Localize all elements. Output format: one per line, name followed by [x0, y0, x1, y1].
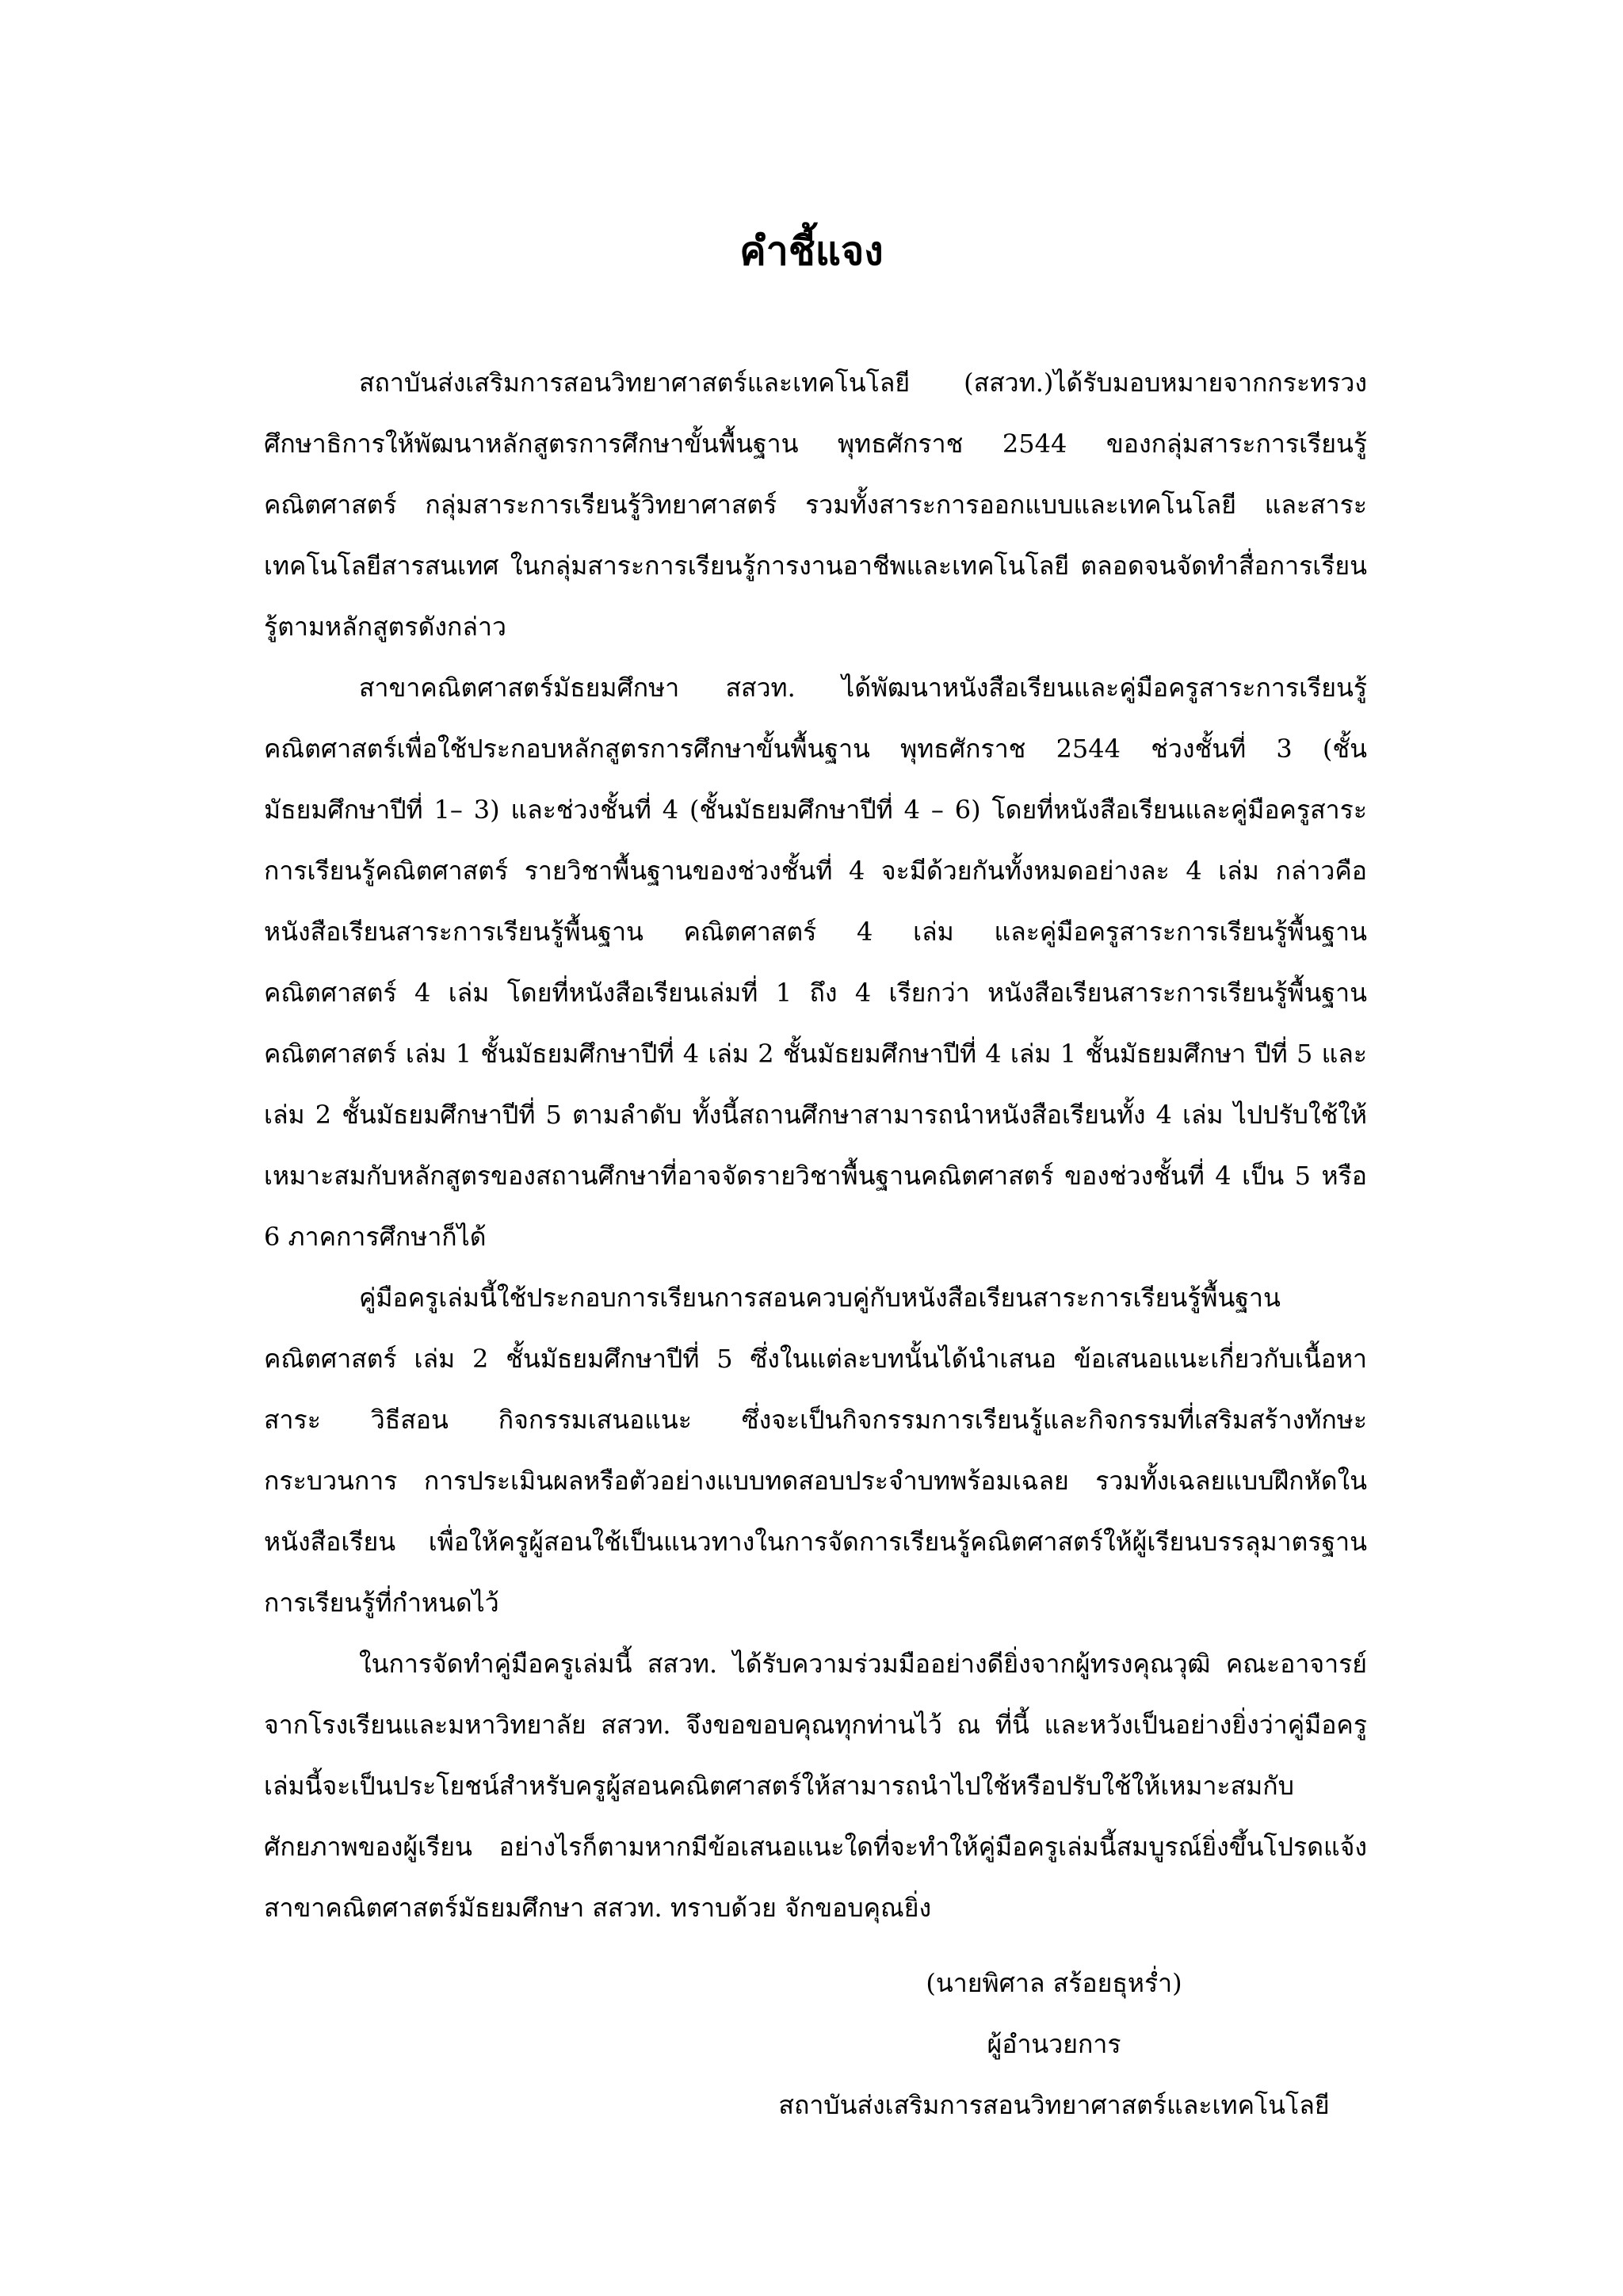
paragraph-3: คู่มือครูเล่มนี้ใช้ประกอบการเรียนการสอนควบคู่กับหนังสือเรียนสาระการเรียนรู้พื้นฐาน คณิตศาสตร์ เล่ม 2 ชั้นมัธยมศึกษาปีที่ 5 ซึ่งในแต่ละบทนั้นได้นำเสนอ ข้อเสนอแนะเกี่ยวกับเนื้อหาสาระ วิธีสอน กิจกรรมเสนอแนะ ซึ่งจะเป็นกิจกรรมการเรียนรู้และกิจกรรมที่เสริมสร้างทักษะกระบวนการ การประเมินผลหรือตัวอย่างแบบทดสอบประจำบทพร้อมเฉลย รวมทั้งเฉลยแบบฝึกหัดในหนังสือเรียน เพื่อให้ครูผู้สอนใช้เป็นแนวทางในการจัดการเรียนรู้คณิตศาสตร์ให้ผู้เรียนบรรลุมาตรฐานการเรียนรู้ที่กำหนดไว้: [264, 1283, 1367, 1618]
page-title: คำชี้แจง: [739, 227, 884, 274]
signature-position: ผู้อำนวยการ: [987, 2029, 1121, 2059]
paragraph-2: สาขาคณิตศาสตร์มัธยมศึกษา สสวท. ได้พัฒนาหนังสือเรียนและคู่มือครูสาระการเรียนรู้คณิตศาสตร์เพื่อใช้ประกอบหลักสูตรการศึกษาขั้นพื้นฐาน พุทธศักราช 2544 ช่วงชั้นที่ 3 (ชั้นมัธยมศึกษาปีที่ 1– 3) และช่วงชั้นที่ 4 (ชั้นมัธยมศึกษาปีที่ 4 – 6) โดยที่หนังสือเรียนและคู่มือครูสาระการเรียนรู้คณิตศาสตร์ รายวิชาพื้นฐานของช่วงชั้นที่ 4 จะมีด้วยกันทั้งหมดอย่างละ 4 เล่ม กล่าวคือ หนังสือเรียนสาระการเรียนรู้พื้นฐาน คณิตศาสตร์ 4 เล่ม และคู่มือครูสาระการเรียนรู้พื้นฐาน คณิตศาสตร์ 4 เล่ม โดยที่หนังสือเรียนเล่มที่ 1 ถึง 4 เรียกว่า หนังสือเรียนสาระการเรียนรู้พื้นฐาน คณิตศาสตร์ เล่ม 1 ชั้นมัธยมศึกษาปีที่ 4 เล่ม 2 ชั้นมัธยมศึกษาปีที่ 4 เล่ม 1 ชั้นมัธยมศึกษา ปีที่ 5 และเล่ม 2 ชั้นมัธยมศึกษาปีที่ 5 ตามลำดับ ทั้งนี้สถานศึกษาสามารถนำหนังสือเรียนทั้ง 4 เล่ม ไปปรับใช้ให้เหมาะสมกับหลักสูตรของสถานศึกษาที่อาจจัดรายวิชาพื้นฐานคณิตศาสตร์ ของช่วงชั้นที่ 4 เป็น 5 หรือ 6 ภาคการศึกษาก็ได้: [264, 673, 1367, 1252]
paragraph-1: สถาบันส่งเสริมการสอนวิทยาศาสตร์และเทคโนโลยี (สสวท.)ได้รับมอบหมายจากกระทรวงศึกษาธิการให้พัฒนาหลักสูตรการศึกษาขั้นพื้นฐาน พุทธศักราช 2544 ของกลุ่มสาระการเรียนรู้คณิตศาสตร์ กลุ่มสาระการเรียนรู้วิทยาศาสตร์ รวมทั้งสาระการออกแบบและเทคโนโลยี และสาระเทคโนโลยีสารสนเทศ ในกลุ่มสาระการเรียนรู้การงานอาชีพและเทคโนโลยี ตลอดจนจัดทำสื่อการเรียนรู้ตามหลักสูตรดังกล่าว: [264, 368, 1367, 642]
signature-name: (นายพิศาล สร้อยธุหร่ำ): [926, 1968, 1182, 1998]
signature-organization: สถาบันส่งเสริมการสอนวิทยาศาสตร์และเทคโนโลยี: [778, 2090, 1330, 2120]
paragraph-4: ในการจัดทำคู่มือครูเล่มนี้ สสวท. ได้รับความร่วมมืออย่างดียิ่งจากผู้ทรงคุณวุฒิ คณะอาจารย์จากโรงเรียนและมหาวิทยาลัย สสวท. จึงขอขอบคุณทุกท่านไว้ ณ ที่นี้ และหวังเป็นอย่างยิ่งว่าคู่มือครูเล่มนี้จะเป็นประโยชน์สำหรับครูผู้สอนคณิตศาสตร์ให้สามารถนำไปใช้หรือปรับใช้ให้เหมาะสมกับศักยภาพของผู้เรียน อย่างไรก็ตามหากมีข้อเสนอแนะใดที่จะทำให้คู่มือครูเล่มนี้สมบูรณ์ยิ่งขึ้นโปรดแจ้ง สาขาคณิตศาสตร์มัธยมศึกษา สสวท. ทราบด้วย จักขอบคุณยิ่ง: [264, 1649, 1367, 1923]
signature-block: [713, 1953, 1395, 2136]
document-body: [264, 353, 1367, 1939]
